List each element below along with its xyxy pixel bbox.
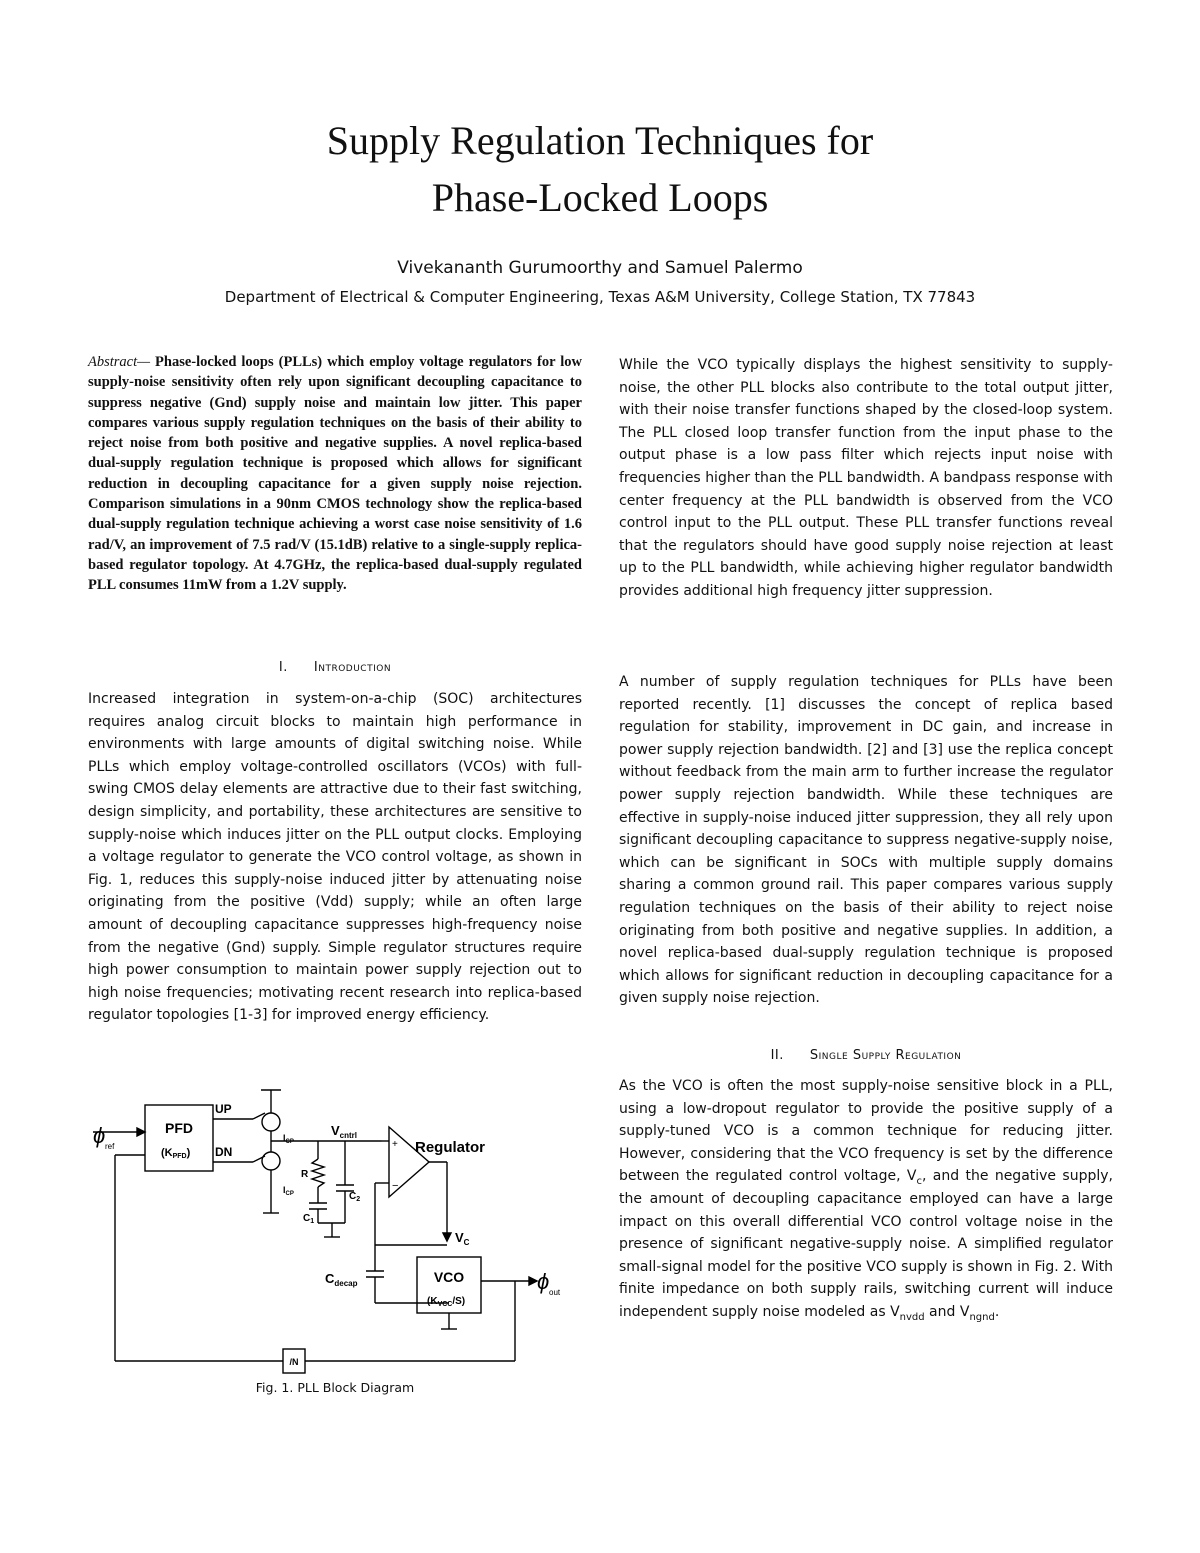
section-title: Introduction [313, 660, 392, 675]
opamp-minus: − [392, 1180, 399, 1192]
regulator-label: Regulator [415, 1139, 486, 1156]
vcntrl-label: $V_{cntrl}$ [331, 1123, 358, 1140]
paper-title [100, 112, 1100, 226]
phi-out-subscript: out [549, 1288, 561, 1297]
phi-out-symbol: ϕ [537, 1269, 550, 1294]
up-label: UP [215, 1102, 232, 1116]
icp-label-top: $I_{CP}$ [283, 1133, 294, 1145]
figure-caption: Fig. 1. PLL Block Diagram [255, 1380, 415, 1395]
abstract-body: Phase-locked loops (PLLs) which employ voltage regulators for low supply-noise sensitivity often rely upon significant decoupling capacitance to suppress negative (Gnd) supply noise and maintain low jitter. This paper compares various supply regulation techniques on the basis of their ability to reject noise from both positive and negative supplies. A novel replica-based dual-supply regulation technique is proposed which allows for significant reduction in decoupling capacitance for a given supply noise rejection. Comparison simulations in a 90nm CMOS technology show the replica-based dual-supply regulation technique achieving a worst case noise sensitivity of 1.6 rad/V, an improvement of 7.5 rad/V (15.1dB) relative to a single-supply replica-based regulator topology. At 4.7GHz, the replica-based dual-supply regulated PLL consumes 11mW from a 1.2V supply. [88, 354, 582, 594]
pfd-gain: (KPFD) [161, 1147, 191, 1160]
authors: Vivekananth Gurumoorthy and Samuel Palermo [397, 258, 803, 278]
introduction-paragraph [88, 688, 582, 1027]
section-heading-single-supply [619, 1048, 1113, 1063]
divider-label: /N [289, 1357, 299, 1367]
right-paragraph-1: While the VCO typically displays the highest sensitivity to supply-noise, the other PLL blocks also contribute to the total output jitter, with their noise transfer functions shaped by the closed-loop system. The PLL closed loop transfer function from the input phase to the output phase is a low pass filter which rejects input noise with frequencies higher than the PLL bandwidth. A bandpass response with center frequency at the PLL bandwidth is observed from the VCO control input to the PLL output. These PLL transfer functions reveal that the regulators should have good supply noise rejection at least up to the PLL bandwidth, while achieving higher regulator bandwidth provides additional high frequency jitter suppression. [619, 357, 1113, 599]
icp-label-bottom: $I_{CP}$ [283, 1185, 294, 1197]
pll-block-diagram [85, 1085, 565, 1375]
intro-text: Increased integration in system-on-a-chip (SOC) architectures requires analog circuit blocks to maintain high performance in environments with large amounts of digital switching noise. While PLLs which employ voltage-controlled oscillators (VCOs) with full-swing CMOS delay elements are attractive due to their fast switching, design simplicity, and portability, these architectures are sensitive to supply-noise which induces jitter on the PLL output clocks. Employing a voltage regulator to generate the VCO control voltage, as shown in Fig. 1, reduces this supply-noise induced jitter by attenuating noise originating from the positive (Vdd) supply; while an often large amount of decoupling capacitance suppresses high-frequency noise from the negative (Gnd) supply. Simple regulator structures require high power consumption to maintain power supply rejection out to high noise frequencies; motivating recent research into replica-based regulator topologies [1-3] for improved energy efficiency. [88, 691, 582, 1024]
vco-gain: $(K_{VCC}/S)$ [427, 1296, 466, 1308]
c1-label: $C_1$ [303, 1213, 315, 1225]
pfd-label: PFD [165, 1120, 193, 1136]
vco-label: VCO [433, 1269, 465, 1285]
dn-label: DN [215, 1145, 233, 1159]
right-paragraph-3: As the VCO is often the most supply-noise sensitive block in a PLL, using a low-dropout regulator to provide the positive supply of a supply-tuned VCO is a common technique for reducing jitter. However, considering that the VCO frequency is set by the difference between the regulated control voltage, $V_c$, and the negative supply, the amount of decoupling capacitance employed can have a large impact on this overall differential VCO control voltage noise in the presence of significant negative-supply noise. A simplified regulator small-signal model for the positive VCO supply is shown in Fig. 2. With finite impedance on both supply rails, switching current will induce independent supply noise modeled as $V_{nvdd}$ and $V_{ngnd}$. [619, 1078, 1113, 1323]
title-line-2: Phase-Locked Loops [431, 175, 769, 220]
section-title: Single Supply Regulation [809, 1048, 962, 1063]
title-line-1: Supply Regulation Techniques for [326, 118, 874, 163]
abstract [88, 352, 582, 596]
phi-in-subscript: ref [105, 1142, 115, 1151]
section-number: II. [770, 1048, 784, 1063]
resistor-label: R [301, 1169, 309, 1180]
vc-label: $V_C$ [455, 1230, 470, 1247]
affiliation: Department of Electrical & Computer Engineering, Texas A&M University, College Station, TX 77843 [224, 288, 976, 306]
opamp-plus: + [392, 1139, 398, 1150]
cdecap-label: $C_{decap}$ [325, 1271, 358, 1288]
abstract-lead: Abstract— [88, 354, 151, 370]
c2-label: $C_2$ [349, 1191, 361, 1203]
section-number: I. [278, 660, 288, 675]
right-paragraph-2: A number of supply regulation techniques for PLLs have been reported recently. [1] discusses the concept of replica based regulation for stability, improvement in DC gain, and increase in power supply rejection bandwidth. [2] and [3] use the replica concept without feedback from the main arm to further increase the regulator power supply rejection bandwidth. While these techniques are effective in supply-noise induced jitter suppression, they all rely upon significant decoupling capacitance to suppress negative-supply noise, which can be significant in SOCs with multiple supply domains sharing a common ground rail. This paper compares various supply regulation techniques on the basis of their ability to reject noise originating from both positive and negative supplies. In addition, a novel replica-based dual-supply regulation technique is proposed which allows for significant reduction in decoupling capacitance for a given supply noise rejection. [619, 674, 1113, 1007]
phi-in-symbol: ϕ [93, 1123, 106, 1148]
section-heading-introduction [88, 660, 582, 675]
